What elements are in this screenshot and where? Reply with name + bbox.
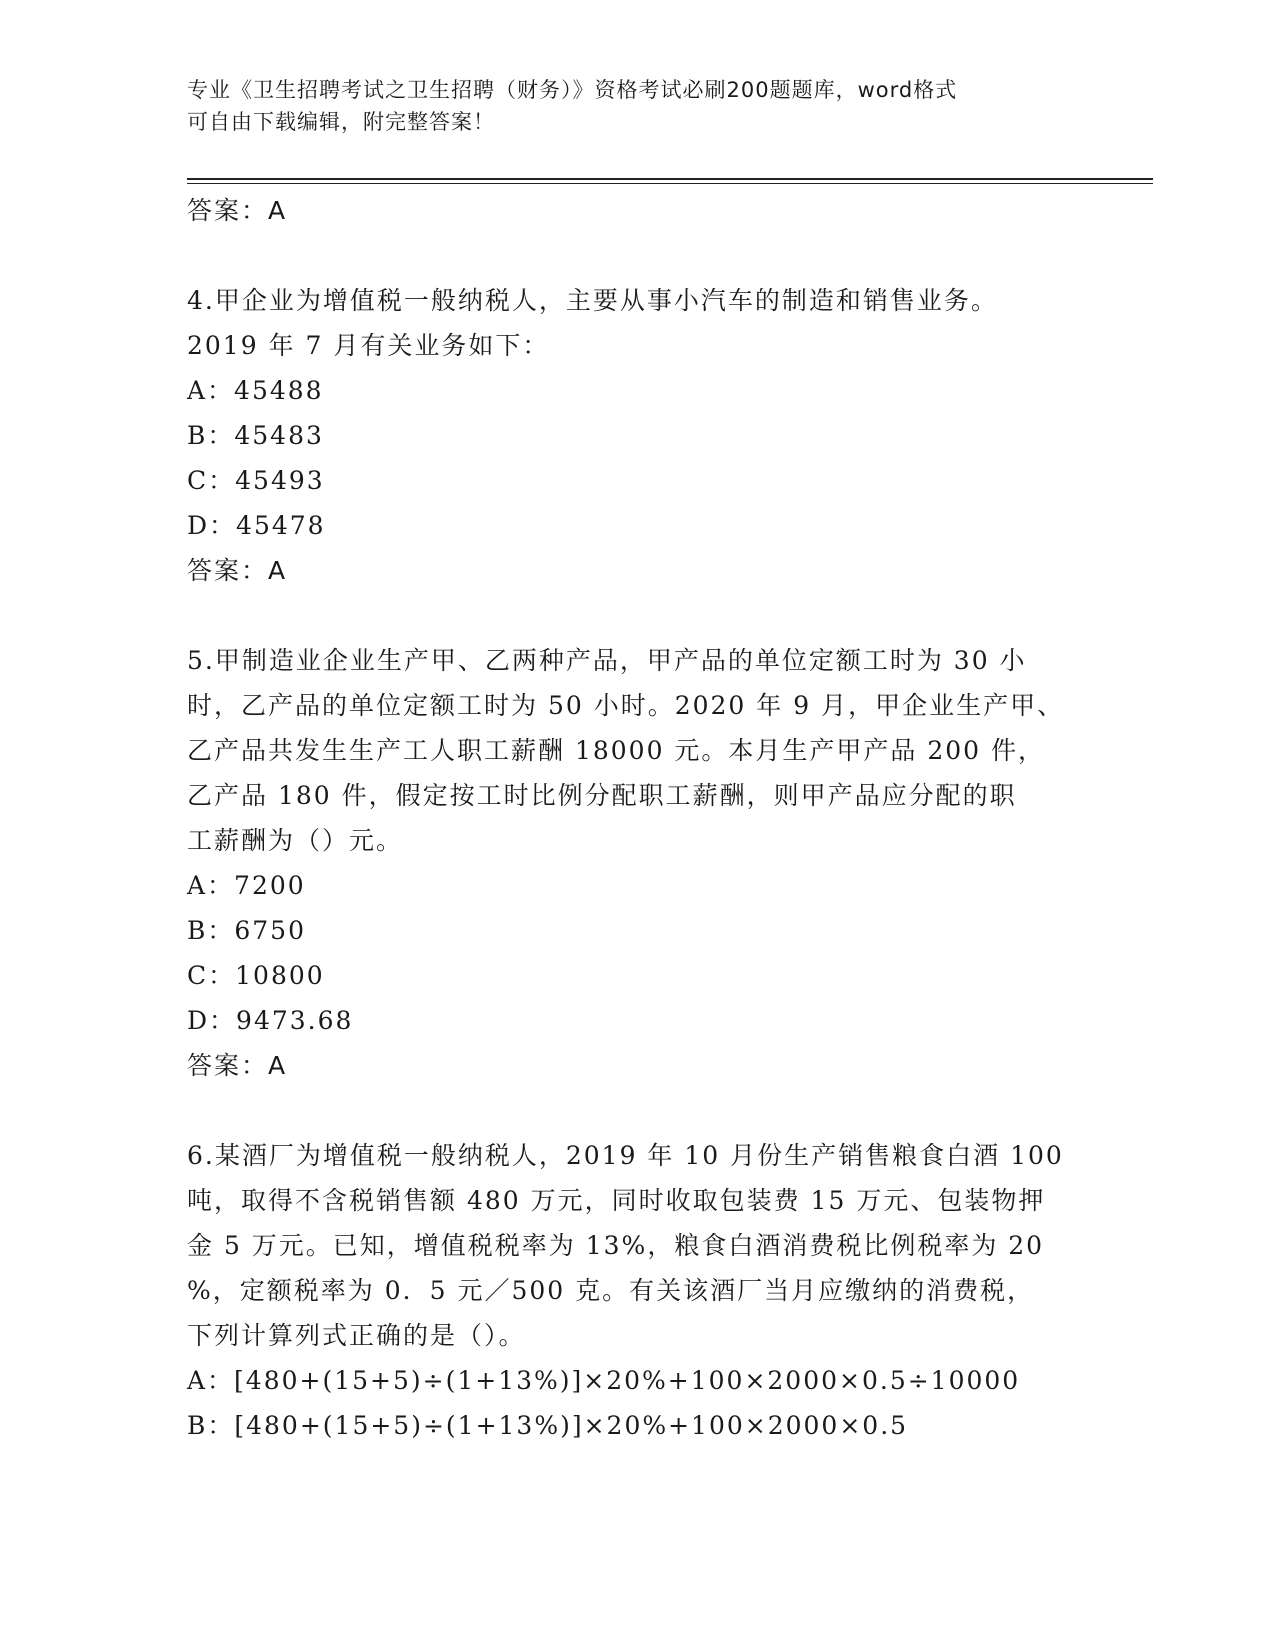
question-text-line: 2019 年 7 月有关业务如下：: [187, 331, 550, 360]
option-d: D：45478: [187, 511, 326, 540]
header-line-2: 可自由下载编辑，附完整答案！: [187, 110, 495, 134]
option-a: A：45488: [187, 376, 324, 405]
option-b: B：45483: [187, 421, 324, 450]
document-body: [187, 188, 1087, 1448]
option-c: C：45493: [187, 466, 325, 495]
question-text-line: 6.某酒厂为增值税一般纳税人，2019 年 10 月份生产销售粮食白酒 100: [187, 1141, 1064, 1170]
option-a: A：7200: [187, 871, 306, 900]
question-text-line: 金 5 万元。已知，增值税税率为 13%，粮食白酒消费税比例税率为 20: [187, 1231, 1045, 1260]
question-text-line: 乙产品共发生生产工人职工薪酬 18000 元。本月生产甲产品 200 件，: [187, 736, 1046, 765]
answer-line: 答案：A: [187, 556, 288, 585]
answer-line: 答案：A: [187, 1051, 288, 1080]
question-6: [187, 1133, 1087, 1448]
question-text-line: 4.甲企业为增值税一般纳税人，主要从事小汽车的制造和销售业务。: [187, 286, 998, 315]
question-5: [187, 638, 1087, 1088]
question-text-line: 工薪酬为（）元。: [187, 826, 404, 855]
option-d: D：9473.68: [187, 1006, 354, 1035]
header-rule-thin: [187, 183, 1153, 184]
question-text-line: 5.甲制造业企业生产甲、乙两种产品，甲产品的单位定额工时为 30 小: [187, 646, 1027, 675]
option-b: B：[480+(15+5)÷(1+13%)]×20%+100×2000×0.5: [187, 1411, 909, 1440]
question-text-line: 时，乙产品的单位定额工时为 50 小时。2020 年 9 月，甲企业生产甲、: [187, 691, 1065, 720]
document-header: [187, 74, 1067, 138]
answer-line: 答案：A: [187, 196, 288, 225]
question-text-line: 下列计算列式正确的是（）。: [187, 1321, 526, 1350]
question-text-line: 吨，取得不含税销售额 480 万元，同时收取包装费 15 万元、包装物押: [187, 1186, 1046, 1215]
question-text-line: %，定额税率为 0．5 元／500 克。有关该酒厂当月应缴纳的消费税，: [187, 1276, 1035, 1305]
option-c: C：10800: [187, 961, 325, 990]
question-4: [187, 278, 1087, 593]
option-b: B：6750: [187, 916, 306, 945]
header-rule-thick: [187, 178, 1153, 180]
option-a: A：[480+(15+5)÷(1+13%)]×20%+100×2000×0.5÷10000: [187, 1366, 1021, 1395]
question-text-line: 乙产品 180 件，假定按工时比例分配职工薪酬，则甲产品应分配的职: [187, 781, 1017, 810]
header-line-1: 专业《卫生招聘考试之卫生招聘（财务）》资格考试必刷200题题库，word格式: [187, 78, 958, 102]
